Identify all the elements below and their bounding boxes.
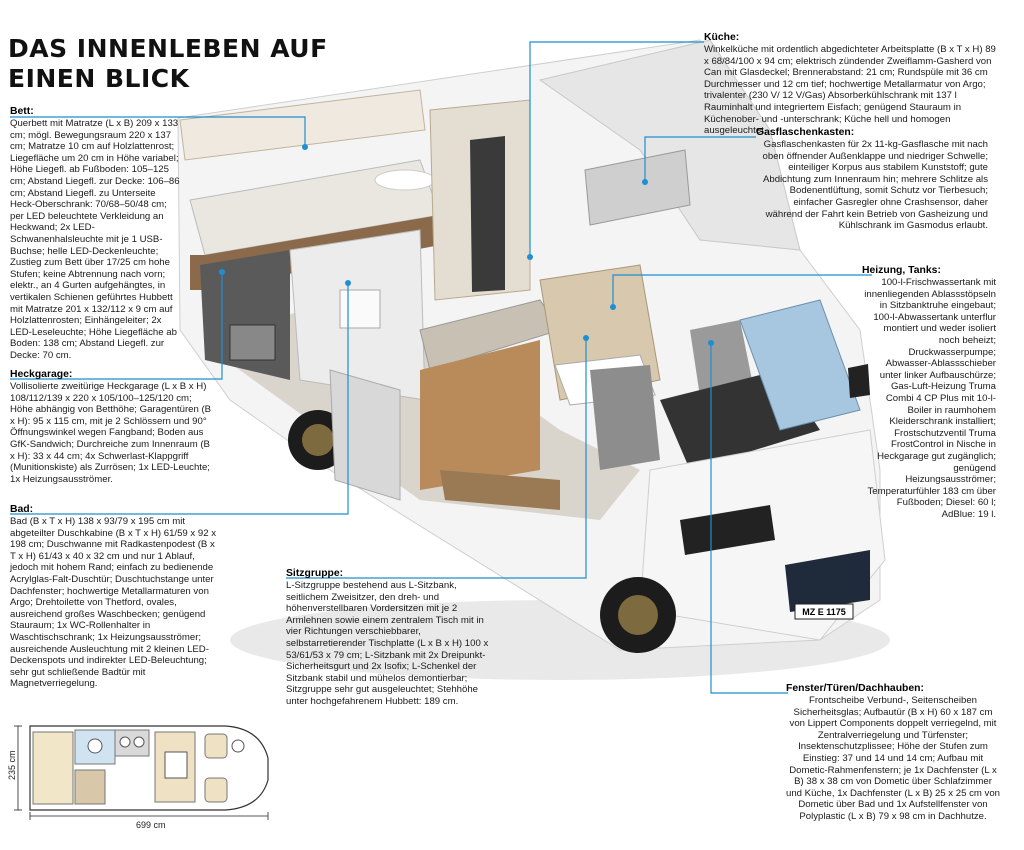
width-dimension-label: 235 cm	[7, 750, 17, 780]
section-heckgarage	[10, 369, 215, 485]
section-sitzgruppe	[286, 568, 492, 708]
section-bett-heading: Bett:	[10, 106, 34, 117]
floor-plan-driver-seat	[205, 734, 227, 758]
section-heckgarage-heading: Heckgarage:	[10, 369, 73, 380]
section-bad-heading: Bad:	[10, 504, 34, 515]
section-bad	[10, 504, 220, 690]
section-fenster-text: Frontscheibe Verbund-, Seitenscheiben Sicherheitsglas; Aufbautür (B x H) 60 x 187 cm von Lippert Components doppelt verriegelnd, mit Zentralverriegelung und Türfenster; Insektenschutzplissee; Höhe der Stufen zum Einstieg: 37 und 14 und 14 cm; Aufbau mit Dometic-Rahmenfenstern; je 1x Dachfenster (L x B) 38 x 38 cm von Dometic über Schlafzimmer und Küche, 1x Dachfenster (L x B) 25 x 25 cm von Dometic über Bad und 1x Aufstellfenster von Polyplastic (L x B) 79 x 98 cm in Dachhutze.	[786, 695, 1001, 822]
floor-plan-bed	[33, 732, 73, 804]
callout-dot-heckgarage	[219, 269, 225, 275]
section-heizung	[862, 265, 996, 520]
license-plate-text: MZ E 1175	[802, 607, 846, 617]
page-title-line-2: EINEN BLICK	[8, 64, 190, 93]
section-gasflaschenkasten	[756, 127, 988, 232]
section-heizung-text: 100-l-Frischwassertank mit innenliegenden Ablassstöpseln in Sitzbanktruhe eingebaut; 100-l-Abwassertank unterflur montiert und weder isoliert noch beheizt; Druckwasserpumpe; Abwasser-Ablassschieber unter linker Aufbauschürze; Gas-Luft-Heizung Truma Combi 4 CP Plus mit 10-l-Boiler in raumhohem Kleiderschrank installiert; Frostschutzventil Truma FrostControl in Nische in Heckgarage gut zugänglich; genügend Heizungsausströmer; Temperaturfühler 183 cm über Fußboden; Diesel: 60 l; AdBlue: 19 l.	[864, 277, 996, 520]
section-kueche-heading: Küche:	[704, 32, 740, 43]
callout-dot-fenster	[708, 340, 714, 346]
callout-line-fenster	[711, 345, 788, 693]
floor-plan-wardrobe	[75, 770, 105, 804]
floor-plan-passenger-seat	[205, 778, 227, 802]
section-kueche-text: Winkelküche mit ordentlich abgedichteter Arbeitsplatte (B x T x H) 89 x 68/84/100 x 94 cm; elektrisch zündender Zweiflamm-Gasherd von Can mit Glasdeckel; Brennerabstand: 21 cm; Rundspüle mit 36 cm Durchmesser und 12 cm tief; hochwertige Metallarmatur von Argo; trivalenter (230 V/ 12 V/Gas) Absorberkühlschrank mit 137 l Rauminhalt und integriertem Eisfach; genügend Stauraum in Küchenober- und -unterschrank; Küche hell und homogen ausgeleuchtet.	[704, 44, 996, 137]
callout-dot-sitzgruppe	[583, 335, 589, 341]
floor-plan-table	[165, 752, 187, 778]
callout-dot-gasflaschenkasten	[642, 179, 648, 185]
callout-line-sitzgruppe	[286, 340, 586, 578]
callout-dot-heizung	[610, 304, 616, 310]
section-heckgarage-text: Vollisolierte zweitürige Heckgarage (L x B x H) 108/112/139 x 220 x 105/100–125/120 cm; Höhe abhängig von Betthöhe; Garagentüren (B x H): 95 x 115 cm, mit je 2 Schlössern und 90° Öffnungswinkel wegen Fangband; Boden aus GfK-Sandwich; Durchreiche zum Innenraum (B x H): 33 x 44 cm; 4x Schwerlast-Klappgriff (Munitionskiste) als Zurrösen; 1x LED-Leuchte; 1x Heizungsausströmer.	[10, 381, 212, 485]
callout-dot-kueche	[527, 254, 533, 260]
section-bett-text: Querbett mit Matratze (L x B) 209 x 133 cm; mögl. Bewegungsraum 220 x 137 cm; Matratze 10 cm auf Holzlattenrost; Liegefläche um 20 cm in Höhe variabel; Höhe Liegefl. ab Fußboden: 105–125 cm; Abstand Liegefl. zur Decke: 106–86 cm; Abstand Liegefl. zu Unterseite Heck-Oberschrank: 70/68–50/48 cm; per LED beleuchtete Verkleidung an Heckwand; 2x LED-Schwanenhalsleuchte mit je 1 USB-Buchse; helle LED-Deckenleuchte; Zustieg zum Bett über 17/25 cm hohe Stufen; keine Abtrennung nach vorn; elektr., an 4 Gurten aufgehängtes, in vertikalen Schienen geführtes Hubbett mit Matratze 201 x 132/112 x 9 cm auf Holzlattenrosten; Einhängeleiter; 2x LED-Leseleuchte; Höhe Liegefläche ab Boden: 138 cm; Abstand Liegefl. zur Decke: 70 cm.	[10, 118, 180, 361]
section-kueche	[704, 32, 1002, 137]
callout-line-heizung	[613, 275, 872, 305]
length-dimension-label: 699 cm	[136, 820, 166, 830]
callout-line-kueche	[530, 42, 704, 255]
section-gasflaschenkasten-heading: Gasflaschenkasten:	[756, 127, 855, 138]
callout-dot-bad	[345, 280, 351, 286]
section-fenster	[786, 683, 1000, 823]
page-title-line-1: DAS INNENLEBEN AUF	[8, 34, 328, 63]
floor-plan	[7, 718, 280, 836]
section-sitzgruppe-text: L-Sitzgruppe bestehend aus L-Sitzbank, seitlichem Zweisitzer, den dreh- und höhenverstellbaren Vordersitzen mit je 2 Armlehnen sowie einem zentralem Tisch mit in vier Richtungen verschiebbarer, selbstarretierender Tischplatte (L x B x H) 100 x 53/61/53 x 79 cm; L-Sitzbank mit 2x Dreipunkt-Sicherheitsgurt und 2x Isofix; L-Schenkel der Sitzbank stabil und mühelos demontierbar; Sitzgruppe sehr gut ausgeleuchtet; Stehhöhe unter hochgefahrenem Hubbett: 189 cm.	[286, 580, 489, 707]
section-heizung-heading: Heizung, Tanks:	[862, 265, 941, 276]
callout-dot-bett	[302, 144, 308, 150]
callout-line-gasflaschenkasten	[645, 137, 756, 180]
section-bett	[10, 106, 182, 361]
section-gasflaschenkasten-text: Gasflaschenkasten für 2x 11-kg-Gasflasche mit nach oben öffnender Außenklappe und niedriger Schwelle; einteiliger Korpus aus stabilem Kunststoff; gute Abdichtung zum Innenraum hin; mehrere Schlitze als Bodenentlüftung, somit Schutz vor Tierbesuch; einfacher Gasregler ohne Crashsensor, daher während der Fahrt kein Betrieb von Gasheizung und Kühlschrank im Gasmodus erlaubt.	[762, 139, 988, 232]
floor-plan-toilet	[88, 739, 102, 753]
section-sitzgruppe-heading: Sitzgruppe:	[286, 568, 344, 579]
section-bad-text: Bad (B x T x H) 138 x 93/79 x 195 cm mit abgeteilter Duschkabine (B x T x H) 61/59 x 92 x 198 cm; Duschwanne mit Radkastenpodest (B x T x H) 61/43 x 40 x 32 cm und nur 1 Ablauf, jedoch mit hohem Rand; einfach zu bedienende Acrylglas-Falt-Duschtür; Duschtuchstange unter Dachfenster; hochwertige Metallarmaturen von Argo; Drehtoilette von Thetford, ovales, ausreichend großes Waschbecken; genügend Stauraum; 1x WC-Rollenhalter in Waschtischschrank; 1x Heizungsausströmer; ausreichende Ausleuchtung mit 2 kleinen LED-Deckenspots und indirekter LED-Beleuchtung; sehr gut schließende Badtür mit Magnetverriegelung.	[10, 516, 217, 690]
section-fenster-heading: Fenster/Türen/Dachhauben:	[786, 683, 924, 694]
